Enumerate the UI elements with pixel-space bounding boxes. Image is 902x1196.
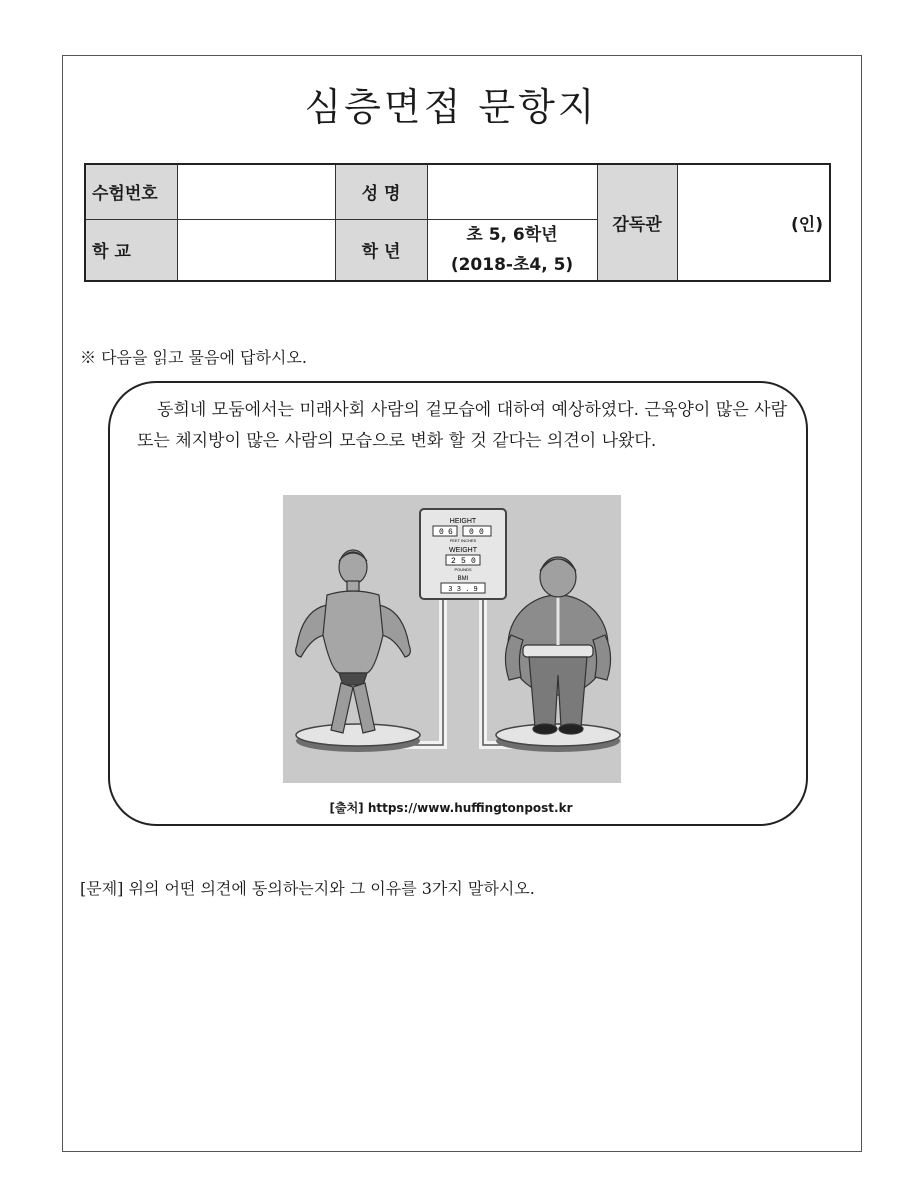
name-field[interactable] bbox=[427, 164, 597, 219]
height-label: HEIGHT bbox=[449, 518, 477, 525]
info-table bbox=[84, 163, 831, 282]
bmi-label: BMI bbox=[457, 576, 469, 582]
supervisor-label: 감독관 bbox=[597, 164, 677, 281]
heavy-head bbox=[540, 557, 576, 597]
seal-text: (인) bbox=[677, 164, 830, 281]
height-digit-2: 6 bbox=[448, 528, 453, 537]
height-inches-box bbox=[463, 526, 491, 536]
weight-digit-2: 5 bbox=[461, 557, 466, 566]
grade-value-line2: (2018-초4, 5) bbox=[450, 254, 574, 275]
grade-value-line1: 초 5, 6학년 bbox=[466, 224, 558, 245]
muscle-torso bbox=[323, 591, 383, 673]
name-label: 성 명 bbox=[335, 164, 427, 219]
exam-number-field[interactable] bbox=[177, 164, 335, 219]
heavy-waistband bbox=[523, 645, 593, 657]
instruction-text: ※ 다음을 읽고 물음에 답하시오. bbox=[80, 348, 307, 367]
height-digit-1: 0 bbox=[439, 528, 444, 537]
bmi-value: 3 3 . 9 bbox=[448, 586, 478, 594]
heavy-left-shoe bbox=[533, 724, 557, 734]
height-digit-4: 0 bbox=[479, 528, 484, 537]
page-title: 심층면접 문항지 bbox=[304, 85, 598, 129]
figure-source-caption: [출처] https://www.huffingtonpost.kr bbox=[329, 801, 573, 815]
left-platform-top bbox=[296, 724, 420, 746]
school-label: 학 교 bbox=[85, 219, 177, 281]
grade-value bbox=[427, 219, 597, 281]
right-platform-top bbox=[496, 724, 620, 746]
exam-number-label: 수험번호 bbox=[85, 164, 177, 219]
school-field[interactable] bbox=[177, 219, 335, 281]
height-feet-box bbox=[433, 526, 457, 536]
muscle-neck bbox=[347, 581, 359, 591]
height-digit-3: 0 bbox=[469, 528, 474, 537]
height-units: FEET INCHES bbox=[449, 538, 477, 543]
grade-label: 학 년 bbox=[335, 219, 427, 281]
weight-unit: POUNDS bbox=[454, 567, 472, 572]
weight-label: WEIGHT bbox=[449, 547, 477, 554]
heavy-right-shoe bbox=[559, 724, 583, 734]
question-text: [문제] 위의 어떤 의견에 동의하는지와 그 이유를 3가지 말하시오. bbox=[80, 879, 535, 898]
passage-text: 동희네 모둠에서는 미래사회 사람의 겉모습에 대하여 예상하였다. 근육양이 많은 사람 또는 체지방이 많은 사람의 모습으로 변화 할 것 같다는 의견이 나왔다. bbox=[137, 400, 787, 451]
weight-digit-3: 0 bbox=[471, 557, 476, 566]
figure-illustration bbox=[283, 495, 621, 783]
weight-digit-1: 2 bbox=[451, 557, 456, 566]
muscle-head bbox=[339, 550, 367, 584]
